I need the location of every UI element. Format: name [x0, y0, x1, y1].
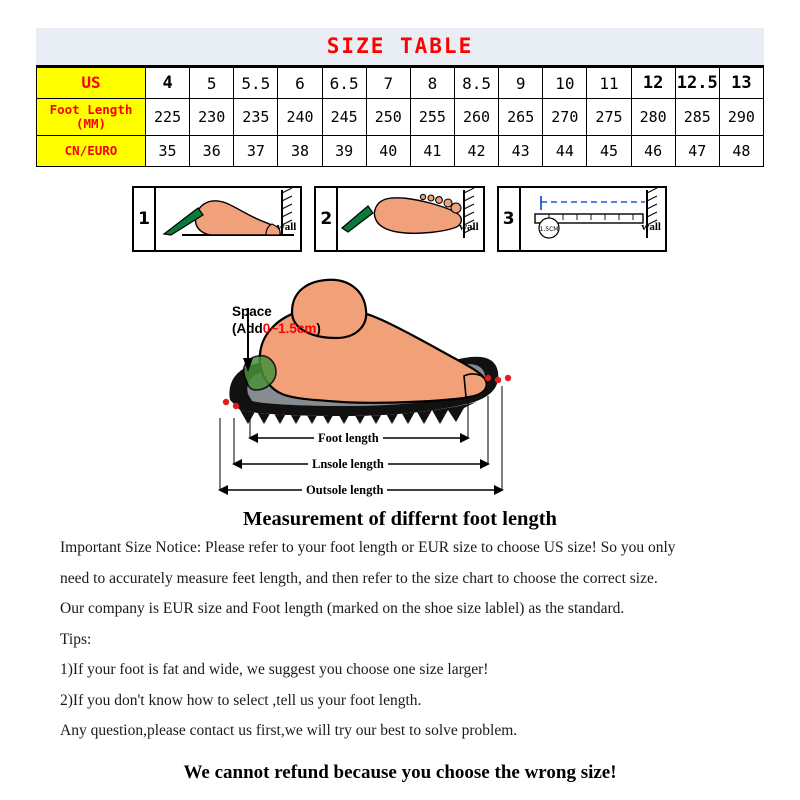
foot-side-view-icon [154, 188, 302, 246]
row-header-foot-length-line2: (MM) [75, 116, 107, 131]
cell-fl-9: 270 [543, 99, 587, 136]
space-annotation-line1: Space [232, 304, 272, 319]
space-annotation [232, 304, 321, 338]
table-row-foot-length [37, 99, 764, 136]
cell-fl-6: 255 [410, 99, 454, 136]
cell-cn-3: 38 [278, 136, 322, 167]
row-header-cn-euro: CN/EURO [37, 136, 146, 167]
notice-paragraph-6: Any question,please contact us first,we will try our best to solve problem. [60, 722, 518, 739]
cell-us-4: 6.5 [322, 68, 366, 99]
cell-us-13: 13 [719, 68, 763, 99]
step-number-1: 1 [134, 188, 156, 250]
cell-cn-10: 45 [587, 136, 631, 167]
table-row-cn-euro [37, 136, 764, 167]
row-header-foot-length-line1: Foot Length [49, 101, 133, 117]
table-row-us [37, 68, 764, 99]
cell-cn-4: 39 [322, 136, 366, 167]
cell-us-12: 12.5 [675, 68, 719, 99]
size-table [36, 67, 764, 167]
cell-fl-3: 240 [278, 99, 322, 136]
dimension-label-outsole-length: Outsole length [302, 483, 387, 498]
cell-cn-13: 48 [719, 136, 763, 167]
cell-fl-7: 260 [454, 99, 498, 136]
dimension-label-insole-length: Lnsole length [308, 457, 388, 472]
cell-fl-11: 280 [631, 99, 675, 136]
step-panel-3 [497, 186, 667, 252]
cell-us-10: 11 [587, 68, 631, 99]
foot-top-view-icon [336, 188, 484, 246]
step-2-wall-label: wall [459, 221, 479, 233]
cell-us-3: 6 [278, 68, 322, 99]
cell-cn-2: 37 [234, 136, 278, 167]
space-annotation-close: ) [316, 320, 321, 336]
cell-cn-6: 41 [410, 136, 454, 167]
cell-fl-0: 225 [146, 99, 190, 136]
notice-paragraph-2: Our company is EUR size and Foot length (marked on the shoe size lablel) as the standard. [60, 600, 625, 617]
space-annotation-value: 0~1.5cm [262, 320, 317, 336]
cell-us-1: 5 [190, 68, 234, 99]
notice-paragraph-4: 1)If your foot is fat and wide, we suggest you choose one size larger! [60, 661, 489, 678]
notice-paragraph-1: need to accurately measure feet length, and then refer to the size chart to choose the correct size. [60, 569, 658, 587]
cell-us-7: 8.5 [454, 68, 498, 99]
row-header-us: US [37, 68, 146, 99]
step-number-2: 2 [316, 188, 338, 250]
ruler-measure-icon [519, 188, 667, 246]
cell-fl-4: 245 [322, 99, 366, 136]
foot-measurement-diagram [196, 268, 616, 508]
step-3-wall-label: wall [641, 221, 661, 233]
cell-fl-1: 230 [190, 99, 234, 136]
cell-fl-5: 250 [366, 99, 410, 136]
step-1-wall-label: wall [276, 221, 297, 233]
cell-fl-8: 265 [499, 99, 543, 136]
measurement-heading: Measurement of differnt foot length [243, 508, 557, 530]
cell-cn-5: 40 [366, 136, 410, 167]
size-notice-text [60, 540, 760, 754]
cell-fl-12: 285 [675, 99, 719, 136]
step-panel-1 [132, 186, 302, 252]
cell-cn-0: 35 [146, 136, 190, 167]
cell-fl-10: 275 [587, 99, 631, 136]
step-panel-2 [314, 186, 484, 252]
space-annotation-add: (Add [232, 320, 263, 336]
cell-cn-11: 46 [631, 136, 675, 167]
measurement-steps [132, 186, 667, 252]
refund-warning: We cannot refund because you choose the wrong size! [183, 762, 617, 783]
cell-us-2: 5.5 [234, 68, 278, 99]
cell-us-9: 10 [543, 68, 587, 99]
size-table-container [36, 28, 764, 167]
cell-us-8: 9 [499, 68, 543, 99]
cell-cn-9: 44 [543, 136, 587, 167]
cell-cn-1: 36 [190, 136, 234, 167]
svg-text:1.5CM: 1.5CM [539, 226, 559, 233]
row-header-foot-length [37, 99, 146, 136]
cell-us-11: 12 [631, 68, 675, 99]
cell-us-6: 8 [410, 68, 454, 99]
cell-cn-12: 47 [675, 136, 719, 167]
cell-cn-7: 42 [454, 136, 498, 167]
notice-paragraph-0: Important Size Notice: Please refer to your foot length or EUR size to choose US size! So you only [60, 539, 676, 556]
cell-fl-13: 290 [719, 99, 763, 136]
notice-paragraph-3: Tips: [60, 630, 92, 648]
notice-paragraph-5: 2)If you don't know how to select ,tell us your foot length. [60, 691, 422, 709]
dimension-label-foot-length: Foot length [314, 431, 383, 446]
cell-cn-8: 43 [499, 136, 543, 167]
cell-us-0: 4 [146, 68, 190, 99]
size-table-title: SIZE TABLE [36, 28, 764, 67]
cell-fl-2: 235 [234, 99, 278, 136]
step-number-3: 3 [499, 188, 521, 250]
cell-us-5: 7 [366, 68, 410, 99]
